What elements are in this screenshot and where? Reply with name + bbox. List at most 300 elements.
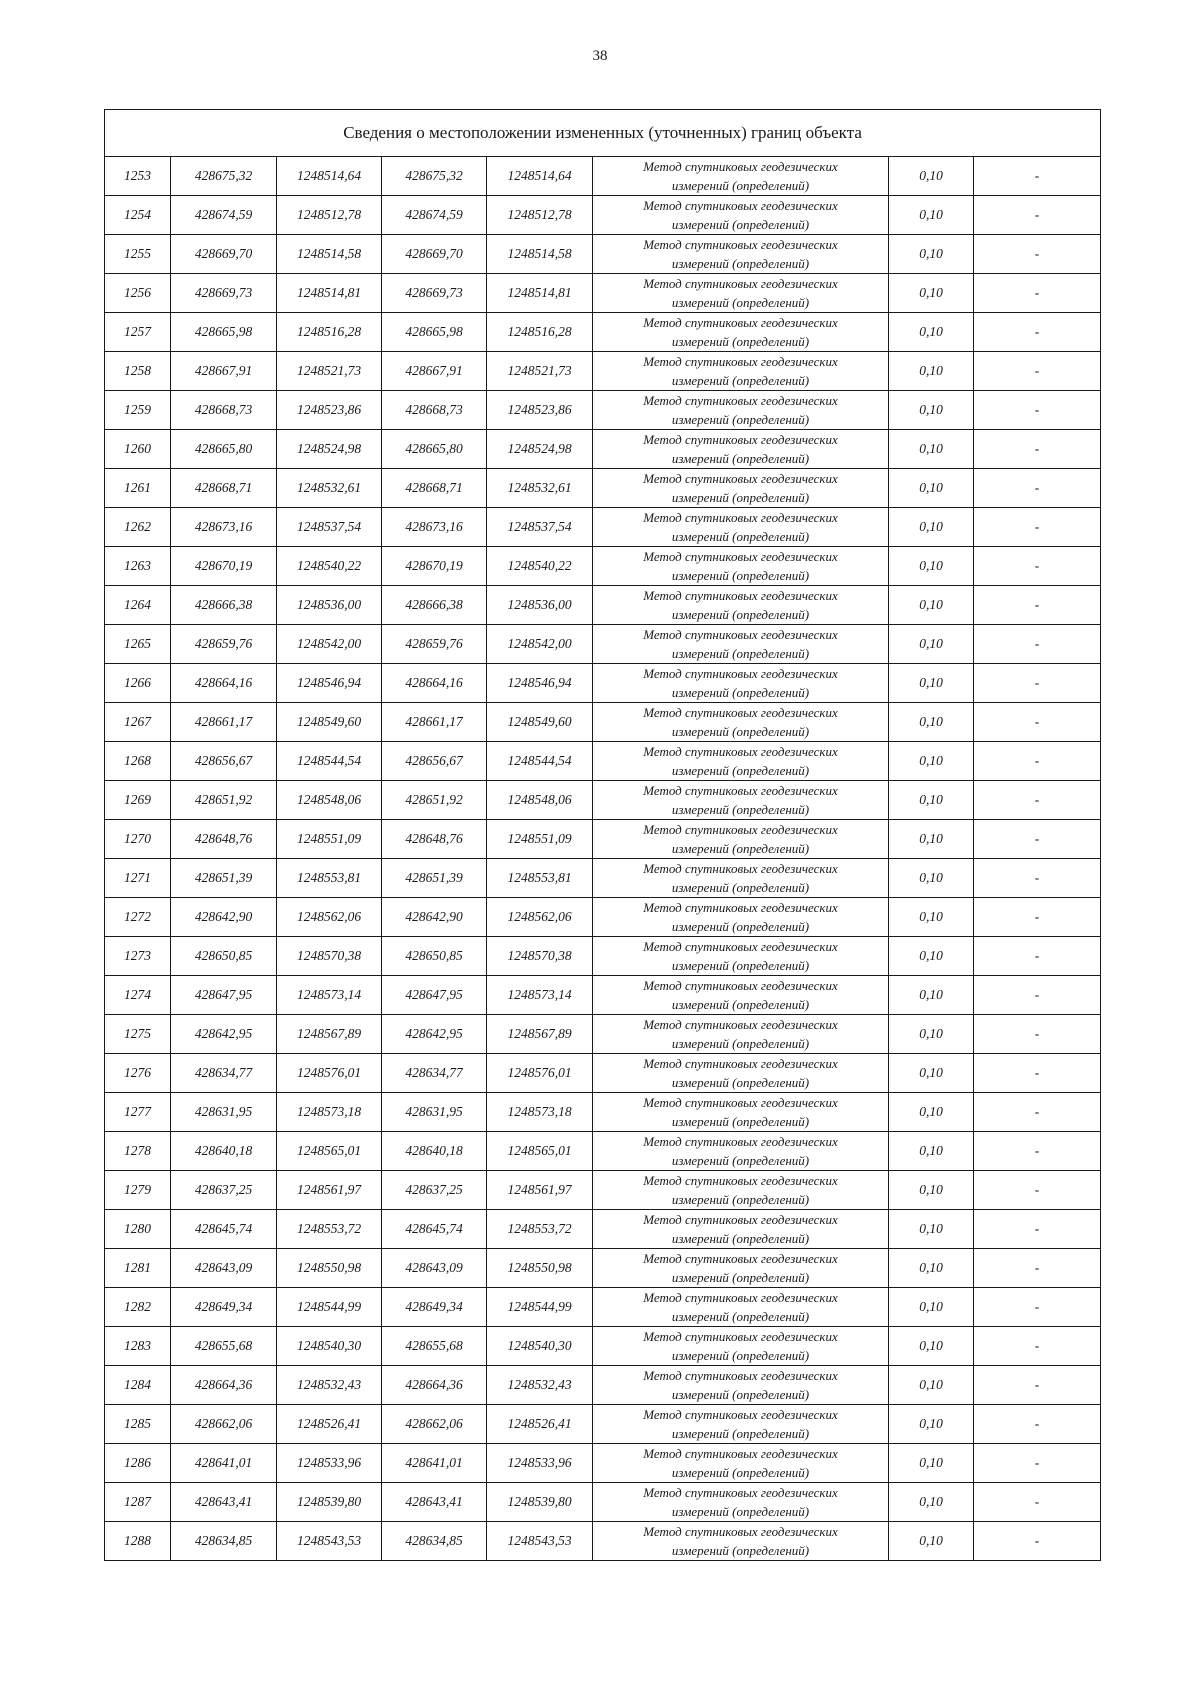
method-line-2: измерений (определений) (671, 1114, 810, 1129)
point-number-cell: 1275 (105, 1015, 171, 1054)
method-line-2: измерений (определений) (671, 178, 810, 193)
method-cell (593, 625, 889, 664)
x-new-cell: 428666,38 (382, 586, 487, 625)
method-cell (593, 469, 889, 508)
y-new-cell: 1248516,28 (487, 313, 593, 352)
y-old-cell: 1248536,00 (277, 586, 382, 625)
method-line-1: Метод спутниковых геодезических (643, 744, 838, 759)
point-number-cell: 1283 (105, 1327, 171, 1366)
x-new-cell: 428641,01 (382, 1444, 487, 1483)
note-cell: - (974, 1483, 1101, 1522)
y-old-cell: 1248537,54 (277, 508, 382, 547)
note-cell: - (974, 781, 1101, 820)
method-cell (593, 352, 889, 391)
x-old-cell: 428648,76 (171, 820, 277, 859)
point-number-cell: 1269 (105, 781, 171, 820)
method-cell (593, 1093, 889, 1132)
x-new-cell: 428667,91 (382, 352, 487, 391)
method-line-2: измерений (определений) (671, 568, 810, 583)
method-line-1: Метод спутниковых геодезических (643, 705, 838, 720)
x-new-cell: 428643,09 (382, 1249, 487, 1288)
note-cell: - (974, 937, 1101, 976)
point-number-cell: 1285 (105, 1405, 171, 1444)
table-row (105, 1249, 1101, 1288)
point-number-cell: 1257 (105, 313, 171, 352)
method-line-1: Метод спутниковых геодезических (643, 354, 838, 369)
accuracy-cell: 0,10 (889, 352, 974, 391)
table-body (105, 157, 1101, 1561)
method-line-2: измерений (определений) (671, 646, 810, 661)
note-cell: - (974, 352, 1101, 391)
x-new-cell: 428656,67 (382, 742, 487, 781)
x-new-cell: 428659,76 (382, 625, 487, 664)
x-old-cell: 428669,73 (171, 274, 277, 313)
y-new-cell: 1248524,98 (487, 430, 593, 469)
y-old-cell: 1248524,98 (277, 430, 382, 469)
y-new-cell: 1248573,18 (487, 1093, 593, 1132)
accuracy-cell: 0,10 (889, 781, 974, 820)
boundary-coordinates-table (104, 109, 1101, 1561)
x-old-cell: 428659,76 (171, 625, 277, 664)
accuracy-cell: 0,10 (889, 1483, 974, 1522)
x-new-cell: 428665,98 (382, 313, 487, 352)
table-row (105, 937, 1101, 976)
point-number-cell: 1267 (105, 703, 171, 742)
table-row (105, 196, 1101, 235)
x-old-cell: 428667,91 (171, 352, 277, 391)
x-old-cell: 428641,01 (171, 1444, 277, 1483)
x-old-cell: 428640,18 (171, 1132, 277, 1171)
accuracy-cell: 0,10 (889, 664, 974, 703)
x-old-cell: 428661,17 (171, 703, 277, 742)
x-old-cell: 428670,19 (171, 547, 277, 586)
x-new-cell: 428640,18 (382, 1132, 487, 1171)
method-line-2: измерений (определений) (671, 607, 810, 622)
note-cell: - (974, 586, 1101, 625)
method-line-1: Метод спутниковых геодезических (643, 510, 838, 525)
x-new-cell: 428670,19 (382, 547, 487, 586)
note-cell: - (974, 196, 1101, 235)
table-row (105, 781, 1101, 820)
table-row (105, 469, 1101, 508)
point-number-cell: 1255 (105, 235, 171, 274)
point-number-cell: 1277 (105, 1093, 171, 1132)
y-old-cell: 1248523,86 (277, 391, 382, 430)
table-row (105, 1366, 1101, 1405)
y-new-cell: 1248567,89 (487, 1015, 593, 1054)
note-cell: - (974, 1444, 1101, 1483)
method-line-2: измерений (определений) (671, 919, 810, 934)
y-old-cell: 1248576,01 (277, 1054, 382, 1093)
accuracy-cell: 0,10 (889, 1327, 974, 1366)
method-line-2: измерений (определений) (671, 490, 810, 505)
point-number-cell: 1278 (105, 1132, 171, 1171)
y-old-cell: 1248543,53 (277, 1522, 382, 1561)
y-new-cell: 1248514,81 (487, 274, 593, 313)
y-old-cell: 1248570,38 (277, 937, 382, 976)
y-old-cell: 1248553,81 (277, 859, 382, 898)
method-cell (593, 391, 889, 430)
table-row (105, 742, 1101, 781)
accuracy-cell: 0,10 (889, 937, 974, 976)
method-line-2: измерений (определений) (671, 841, 810, 856)
x-new-cell: 428642,95 (382, 1015, 487, 1054)
x-old-cell: 428669,70 (171, 235, 277, 274)
table-row (105, 625, 1101, 664)
method-line-2: измерений (определений) (671, 1231, 810, 1246)
note-cell: - (974, 820, 1101, 859)
point-number-cell: 1262 (105, 508, 171, 547)
y-new-cell: 1248540,22 (487, 547, 593, 586)
method-cell (593, 430, 889, 469)
method-line-2: измерений (определений) (671, 373, 810, 388)
table-row (105, 820, 1101, 859)
table-row (105, 1444, 1101, 1483)
accuracy-cell: 0,10 (889, 742, 974, 781)
y-new-cell: 1248514,58 (487, 235, 593, 274)
point-number-cell: 1276 (105, 1054, 171, 1093)
method-line-1: Метод спутниковых геодезических (643, 315, 838, 330)
x-old-cell: 428643,41 (171, 1483, 277, 1522)
y-old-cell: 1248542,00 (277, 625, 382, 664)
y-new-cell: 1248561,97 (487, 1171, 593, 1210)
method-line-2: измерений (определений) (671, 1543, 810, 1558)
note-cell: - (974, 742, 1101, 781)
method-line-1: Метод спутниковых геодезических (643, 822, 838, 837)
table-row (105, 352, 1101, 391)
table-row (105, 391, 1101, 430)
method-line-2: измерений (определений) (671, 763, 810, 778)
point-number-cell: 1254 (105, 196, 171, 235)
y-old-cell: 1248550,98 (277, 1249, 382, 1288)
method-line-2: измерений (определений) (671, 1465, 810, 1480)
x-old-cell: 428674,59 (171, 196, 277, 235)
accuracy-cell: 0,10 (889, 1054, 974, 1093)
y-old-cell: 1248533,96 (277, 1444, 382, 1483)
note-cell: - (974, 976, 1101, 1015)
table-row (105, 1522, 1101, 1561)
note-cell: - (974, 859, 1101, 898)
x-new-cell: 428674,59 (382, 196, 487, 235)
method-line-2: измерений (определений) (671, 1075, 810, 1090)
y-new-cell: 1248548,06 (487, 781, 593, 820)
x-old-cell: 428664,16 (171, 664, 277, 703)
note-cell: - (974, 1093, 1101, 1132)
x-old-cell: 428651,39 (171, 859, 277, 898)
method-cell (593, 898, 889, 937)
method-line-1: Метод спутниковых геодезических (643, 627, 838, 642)
y-new-cell: 1248523,86 (487, 391, 593, 430)
note-cell: - (974, 664, 1101, 703)
y-new-cell: 1248532,61 (487, 469, 593, 508)
table-row (105, 1288, 1101, 1327)
accuracy-cell: 0,10 (889, 391, 974, 430)
x-old-cell: 428634,85 (171, 1522, 277, 1561)
note-cell: - (974, 703, 1101, 742)
method-line-2: измерений (определений) (671, 958, 810, 973)
y-old-cell: 1248514,81 (277, 274, 382, 313)
accuracy-cell: 0,10 (889, 820, 974, 859)
y-old-cell: 1248540,22 (277, 547, 382, 586)
y-new-cell: 1248536,00 (487, 586, 593, 625)
table-row (105, 274, 1101, 313)
note-cell: - (974, 469, 1101, 508)
y-old-cell: 1248514,58 (277, 235, 382, 274)
table-row (105, 547, 1101, 586)
note-cell: - (974, 1132, 1101, 1171)
note-cell: - (974, 391, 1101, 430)
y-old-cell: 1248514,64 (277, 157, 382, 196)
y-old-cell: 1248549,60 (277, 703, 382, 742)
y-old-cell: 1248562,06 (277, 898, 382, 937)
note-cell: - (974, 1249, 1101, 1288)
accuracy-cell: 0,10 (889, 157, 974, 196)
point-number-cell: 1280 (105, 1210, 171, 1249)
method-line-2: измерений (определений) (671, 802, 810, 817)
x-new-cell: 428645,74 (382, 1210, 487, 1249)
table-row (105, 859, 1101, 898)
method-line-1: Метод спутниковых геодезических (643, 432, 838, 447)
method-cell (593, 1405, 889, 1444)
point-number-cell: 1286 (105, 1444, 171, 1483)
method-line-1: Метод спутниковых геодезических (643, 1173, 838, 1188)
accuracy-cell: 0,10 (889, 430, 974, 469)
y-old-cell: 1248551,09 (277, 820, 382, 859)
y-new-cell: 1248553,81 (487, 859, 593, 898)
point-number-cell: 1261 (105, 469, 171, 508)
x-old-cell: 428668,73 (171, 391, 277, 430)
method-line-2: измерений (определений) (671, 685, 810, 700)
y-new-cell: 1248532,43 (487, 1366, 593, 1405)
y-new-cell: 1248512,78 (487, 196, 593, 235)
table-row (105, 1132, 1101, 1171)
accuracy-cell: 0,10 (889, 898, 974, 937)
method-line-1: Метод спутниковых геодезических (643, 1407, 838, 1422)
method-line-1: Метод спутниковых геодезических (643, 861, 838, 876)
method-cell (593, 586, 889, 625)
method-line-2: измерений (определений) (671, 1192, 810, 1207)
method-cell (593, 313, 889, 352)
table-row (105, 664, 1101, 703)
x-old-cell: 428655,68 (171, 1327, 277, 1366)
x-new-cell: 428661,17 (382, 703, 487, 742)
accuracy-cell: 0,10 (889, 1366, 974, 1405)
note-cell: - (974, 547, 1101, 586)
x-new-cell: 428675,32 (382, 157, 487, 196)
x-new-cell: 428643,41 (382, 1483, 487, 1522)
point-number-cell: 1282 (105, 1288, 171, 1327)
y-old-cell: 1248532,43 (277, 1366, 382, 1405)
y-new-cell: 1248565,01 (487, 1132, 593, 1171)
accuracy-cell: 0,10 (889, 976, 974, 1015)
x-old-cell: 428666,38 (171, 586, 277, 625)
method-cell (593, 1132, 889, 1171)
accuracy-cell: 0,10 (889, 586, 974, 625)
point-number-cell: 1264 (105, 586, 171, 625)
point-number-cell: 1260 (105, 430, 171, 469)
x-old-cell: 428665,98 (171, 313, 277, 352)
table-row (105, 1327, 1101, 1366)
x-new-cell: 428668,71 (382, 469, 487, 508)
method-line-1: Метод спутниковых геодезических (643, 276, 838, 291)
method-cell (593, 781, 889, 820)
x-new-cell: 428665,80 (382, 430, 487, 469)
x-old-cell: 428637,25 (171, 1171, 277, 1210)
y-new-cell: 1248544,54 (487, 742, 593, 781)
y-new-cell: 1248573,14 (487, 976, 593, 1015)
y-old-cell: 1248567,89 (277, 1015, 382, 1054)
method-cell (593, 820, 889, 859)
method-line-2: измерений (определений) (671, 412, 810, 427)
method-line-2: измерений (определений) (671, 1348, 810, 1363)
method-cell (593, 235, 889, 274)
method-line-1: Метод спутниковых геодезических (643, 900, 838, 915)
x-old-cell: 428634,77 (171, 1054, 277, 1093)
method-cell (593, 1015, 889, 1054)
y-old-cell: 1248546,94 (277, 664, 382, 703)
x-old-cell: 428668,71 (171, 469, 277, 508)
method-line-2: измерений (определений) (671, 1504, 810, 1519)
accuracy-cell: 0,10 (889, 469, 974, 508)
point-number-cell: 1272 (105, 898, 171, 937)
x-new-cell: 428637,25 (382, 1171, 487, 1210)
y-new-cell: 1248542,00 (487, 625, 593, 664)
accuracy-cell: 0,10 (889, 703, 974, 742)
note-cell: - (974, 625, 1101, 664)
note-cell: - (974, 274, 1101, 313)
point-number-cell: 1266 (105, 664, 171, 703)
x-old-cell: 428665,80 (171, 430, 277, 469)
x-old-cell: 428675,32 (171, 157, 277, 196)
method-line-1: Метод спутниковых геодезических (643, 783, 838, 798)
note-cell: - (974, 1522, 1101, 1561)
x-new-cell: 428631,95 (382, 1093, 487, 1132)
method-line-2: измерений (определений) (671, 1036, 810, 1051)
x-old-cell: 428649,34 (171, 1288, 277, 1327)
table-row (105, 586, 1101, 625)
y-new-cell: 1248576,01 (487, 1054, 593, 1093)
method-cell (593, 1483, 889, 1522)
accuracy-cell: 0,10 (889, 1093, 974, 1132)
accuracy-cell: 0,10 (889, 1171, 974, 1210)
table-row (105, 1405, 1101, 1444)
x-old-cell: 428673,16 (171, 508, 277, 547)
x-old-cell: 428664,36 (171, 1366, 277, 1405)
y-new-cell: 1248551,09 (487, 820, 593, 859)
method-line-1: Метод спутниковых геодезических (643, 471, 838, 486)
method-line-2: измерений (определений) (671, 451, 810, 466)
point-number-cell: 1287 (105, 1483, 171, 1522)
x-new-cell: 428642,90 (382, 898, 487, 937)
note-cell: - (974, 1405, 1101, 1444)
point-number-cell: 1270 (105, 820, 171, 859)
note-cell: - (974, 508, 1101, 547)
method-line-1: Метод спутниковых геодезических (643, 978, 838, 993)
table-row (105, 430, 1101, 469)
x-new-cell: 428664,16 (382, 664, 487, 703)
table-row (105, 1171, 1101, 1210)
x-old-cell: 428642,90 (171, 898, 277, 937)
point-number-cell: 1281 (105, 1249, 171, 1288)
point-number-cell: 1258 (105, 352, 171, 391)
method-line-1: Метод спутниковых геодезических (643, 1524, 838, 1539)
method-line-2: измерений (определений) (671, 1153, 810, 1168)
point-number-cell: 1253 (105, 157, 171, 196)
y-new-cell: 1248562,06 (487, 898, 593, 937)
point-number-cell: 1271 (105, 859, 171, 898)
accuracy-cell: 0,10 (889, 1522, 974, 1561)
x-new-cell: 428655,68 (382, 1327, 487, 1366)
x-old-cell: 428642,95 (171, 1015, 277, 1054)
point-number-cell: 1265 (105, 625, 171, 664)
note-cell: - (974, 157, 1101, 196)
method-cell (593, 1366, 889, 1405)
method-cell (593, 274, 889, 313)
x-new-cell: 428669,70 (382, 235, 487, 274)
y-new-cell: 1248570,38 (487, 937, 593, 976)
accuracy-cell: 0,10 (889, 1288, 974, 1327)
x-old-cell: 428647,95 (171, 976, 277, 1015)
y-old-cell: 1248573,18 (277, 1093, 382, 1132)
method-cell (593, 1171, 889, 1210)
x-new-cell: 428651,92 (382, 781, 487, 820)
y-new-cell: 1248540,30 (487, 1327, 593, 1366)
method-line-1: Метод спутниковых геодезических (643, 1368, 838, 1383)
method-line-2: измерений (определений) (671, 724, 810, 739)
x-new-cell: 428647,95 (382, 976, 487, 1015)
x-new-cell: 428664,36 (382, 1366, 487, 1405)
y-new-cell: 1248526,41 (487, 1405, 593, 1444)
method-line-2: измерений (определений) (671, 1387, 810, 1402)
accuracy-cell: 0,10 (889, 1249, 974, 1288)
y-old-cell: 1248532,61 (277, 469, 382, 508)
table-row (105, 1210, 1101, 1249)
x-new-cell: 428650,85 (382, 937, 487, 976)
method-line-1: Метод спутниковых геодезических (643, 1446, 838, 1461)
x-new-cell: 428634,85 (382, 1522, 487, 1561)
method-line-1: Метод спутниковых геодезических (643, 1212, 838, 1227)
method-line-1: Метод спутниковых геодезических (643, 237, 838, 252)
table-row (105, 508, 1101, 547)
method-line-2: измерений (определений) (671, 256, 810, 271)
x-new-cell: 428649,34 (382, 1288, 487, 1327)
method-line-1: Метод спутниковых геодезических (643, 159, 838, 174)
x-new-cell: 428634,77 (382, 1054, 487, 1093)
note-cell: - (974, 313, 1101, 352)
accuracy-cell: 0,10 (889, 547, 974, 586)
point-number-cell: 1284 (105, 1366, 171, 1405)
y-old-cell: 1248553,72 (277, 1210, 382, 1249)
method-line-1: Метод спутниковых геодезических (643, 198, 838, 213)
table-row (105, 976, 1101, 1015)
y-old-cell: 1248540,30 (277, 1327, 382, 1366)
method-line-2: измерений (определений) (671, 217, 810, 232)
method-line-1: Метод спутниковых геодезических (643, 549, 838, 564)
x-old-cell: 428651,92 (171, 781, 277, 820)
y-old-cell: 1248539,80 (277, 1483, 382, 1522)
accuracy-cell: 0,10 (889, 313, 974, 352)
x-old-cell: 428645,74 (171, 1210, 277, 1249)
accuracy-cell: 0,10 (889, 859, 974, 898)
note-cell: - (974, 1288, 1101, 1327)
y-new-cell: 1248539,80 (487, 1483, 593, 1522)
point-number-cell: 1274 (105, 976, 171, 1015)
y-new-cell: 1248514,64 (487, 157, 593, 196)
accuracy-cell: 0,10 (889, 1444, 974, 1483)
table-row (105, 157, 1101, 196)
point-number-cell: 1273 (105, 937, 171, 976)
y-new-cell: 1248546,94 (487, 664, 593, 703)
